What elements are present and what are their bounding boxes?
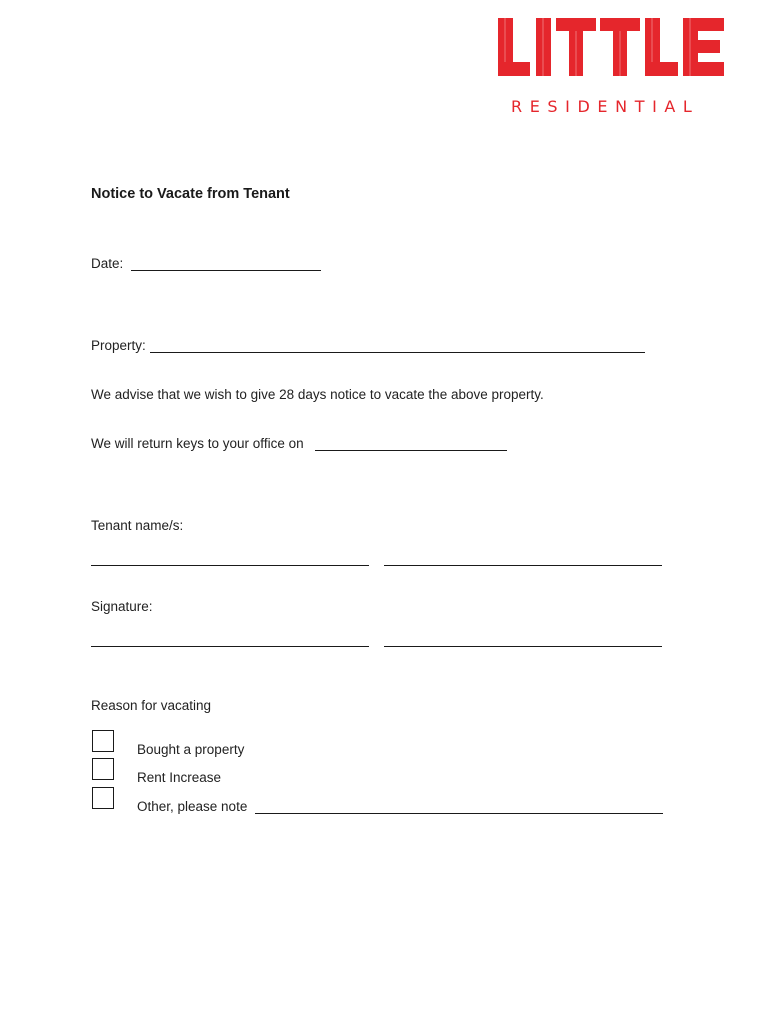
tenant-name-field-2[interactable] (384, 565, 662, 566)
property-label: Property: (91, 338, 146, 353)
little-residential-logo (496, 16, 726, 116)
reason-checkbox-bought-property[interactable] (92, 730, 114, 752)
reason-checkbox-other[interactable] (92, 787, 114, 809)
form-title: Notice to Vacate from Tenant (91, 186, 290, 202)
reason-checkbox-rent-increase[interactable] (92, 758, 114, 780)
reason-bought-property-label: Bought a property (137, 742, 245, 757)
reason-other-label: Other, please note (137, 799, 248, 814)
logo-subtitle: RESIDENTIAL (511, 97, 700, 116)
reason-other-note-field[interactable] (255, 813, 663, 814)
logo-wordmark (496, 16, 726, 80)
signature-field-1[interactable] (91, 646, 369, 647)
keys-return-label: We will return keys to your office on (91, 436, 304, 451)
tenant-names-label: Tenant name/s: (91, 518, 184, 533)
date-label: Date: (91, 256, 124, 271)
reason-rent-increase-label: Rent Increase (137, 770, 222, 785)
property-field[interactable] (150, 352, 645, 353)
notice-statement: We advise that we wish to give 28 days notice to vacate the above property. (91, 387, 544, 402)
date-field[interactable] (131, 270, 321, 271)
signature-label: Signature: (91, 599, 153, 614)
tenant-name-field-1[interactable] (91, 565, 369, 566)
reason-label: Reason for vacating (91, 698, 212, 713)
signature-field-2[interactable] (384, 646, 662, 647)
keys-return-date-field[interactable] (315, 450, 507, 451)
